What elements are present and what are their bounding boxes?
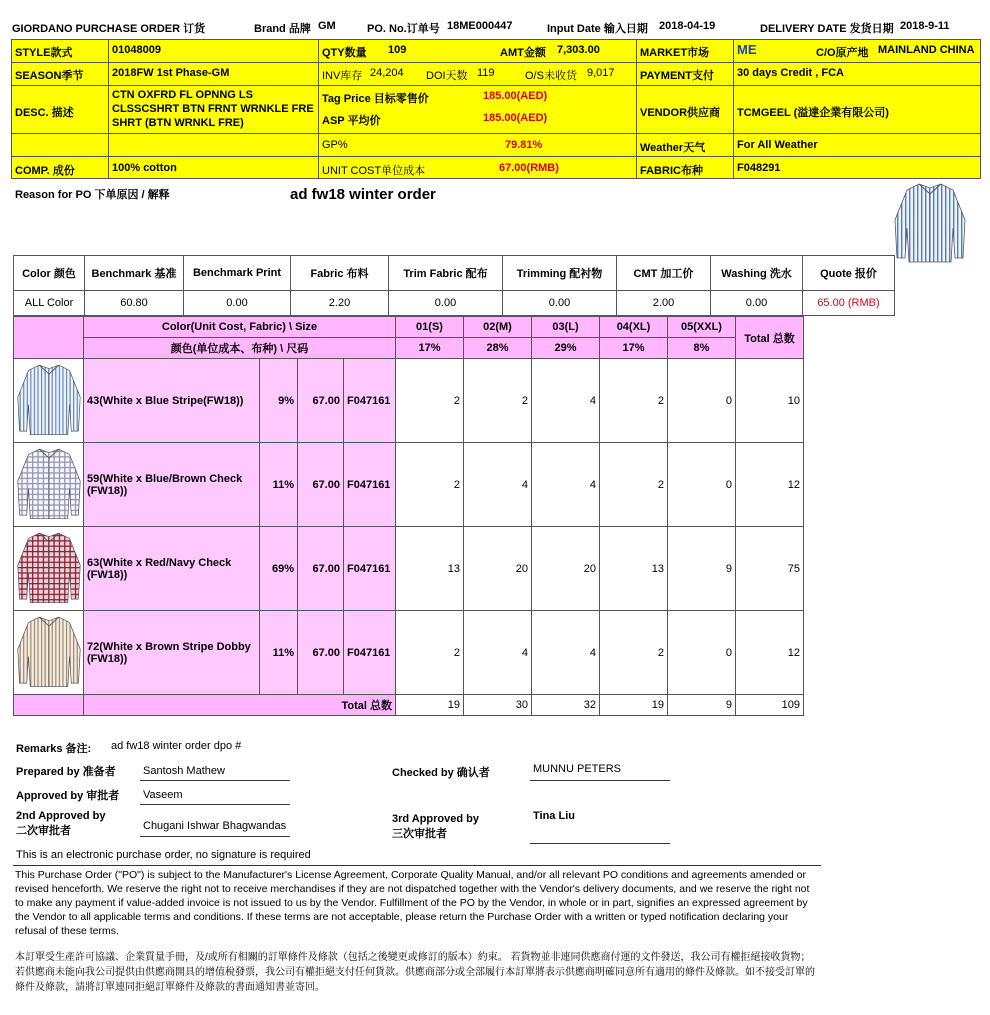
order-info-block <box>11 39 981 179</box>
prepared-value: Santosh Mathew <box>143 765 225 777</box>
row-total: 75 <box>736 527 804 611</box>
table-row <box>14 443 804 527</box>
desc-value: CTN OXFRD FL OPNNG LS CLSSCSHRT BTN FRNT WRNKLE FRE SHRT (BTN WRNKL FRE) <box>112 89 314 129</box>
legal-terms-cn: 本訂單受生產許可協議、企業質量手冊，及/或所有相關的訂單條件及條款（包括之後變更或修訂的版本）約束。 若貨物並非連同供應商付運的文件發送，我公司有權拒絕接收貨物；若供應商未能向我公司提供由供應商開具的增值稅發票，我公司有權拒絕支付任何貨款。供應商部分或全部履行本訂單將表示供應商明確同意所有適用的條件及條款。如不接受訂單的條件及條款，請將訂單連同拒絕訂單條件及條款的書面通知書並寄回。 <box>15 952 815 993</box>
weather-value: For All Weather <box>737 139 818 151</box>
inv-value: 24,204 <box>370 67 404 79</box>
third-approval-value: Tina Liu <box>533 810 575 822</box>
row-total: 12 <box>736 611 804 695</box>
table-row <box>14 527 804 611</box>
color-name: 43(White x Blue Stripe(FW18)) <box>84 359 260 443</box>
size-pct: 17% <box>600 338 668 359</box>
table-row <box>14 359 804 443</box>
asp-value: 185.00(AED) <box>483 112 548 124</box>
origin-label: C/O原产地 <box>816 47 869 59</box>
vendor-label: VENDOR供应商 <box>640 107 721 119</box>
size-qty: 2 <box>600 611 668 695</box>
size-qty: 9 <box>668 527 736 611</box>
second-approval-value: Chugani Ishwar Bhagwandas <box>143 820 287 832</box>
delivery-date: 2018-9-11 <box>900 20 950 32</box>
size-qty: 4 <box>532 443 600 527</box>
os-value: 9,017 <box>587 67 615 79</box>
size-title-en: Color(Unit Cost, Fabric) \ Size <box>84 317 396 338</box>
size-qty: 2 <box>396 611 464 695</box>
size-qty: 2 <box>396 359 464 443</box>
row-total: 12 <box>736 443 804 527</box>
color-fabric: F047161 <box>344 527 396 611</box>
doi-label: DOI天数 <box>426 70 468 82</box>
color-shirt-image <box>14 527 84 611</box>
payment-value: 30 days Credit , FCA <box>737 67 844 79</box>
po-header <box>12 20 977 36</box>
size-qty: 20 <box>532 527 600 611</box>
delivery-date-label: DELIVERY DATE 发货日期 <box>760 23 894 35</box>
color-unit-cost: 67.00 <box>298 443 344 527</box>
doi-value: 119 <box>477 67 495 79</box>
product-shirt-image <box>893 180 967 264</box>
color-shirt-image <box>14 443 84 527</box>
size-pct: 28% <box>464 338 532 359</box>
color-unit-cost: 67.00 <box>298 611 344 695</box>
reason-label: Reason for PO 下单原因 / 解释 <box>15 189 170 201</box>
input-date: 2018-04-19 <box>659 20 716 32</box>
color-fabric: F047161 <box>344 611 396 695</box>
size-qty: 20 <box>464 527 532 611</box>
tag-price-value: 185.00(AED) <box>483 90 548 102</box>
size-breakdown-table <box>13 316 804 716</box>
cost-value: 0.00 <box>503 291 617 316</box>
size-qty: 0 <box>668 611 736 695</box>
size-qty: 2 <box>396 443 464 527</box>
fabric-value: F048291 <box>737 162 781 174</box>
gp-value: 79.81% <box>505 139 543 151</box>
cost-header: Washing 洗水 <box>711 256 803 291</box>
size-label: 03(L) <box>532 317 600 338</box>
remarks-value: ad fw18 winter order dpo # <box>111 740 242 752</box>
size-total: 9 <box>668 695 736 716</box>
color-pct: 11% <box>260 611 298 695</box>
market-label: MARKET市场 <box>640 47 710 59</box>
company-title: GIORDANO PURCHASE ORDER 订货 <box>12 23 206 35</box>
market-value: ME <box>737 42 757 57</box>
vendor-value: TCMGEEL (溢達企業有限公司) <box>737 107 889 119</box>
cost-header: Benchmark Print <box>184 256 291 291</box>
size-total: 19 <box>600 695 668 716</box>
cost-header: Color 颜色 <box>14 256 85 291</box>
qty-value: 109 <box>388 44 407 56</box>
po-label: PO. No.订单号 <box>367 23 440 35</box>
size-label: 02(M) <box>464 317 532 338</box>
size-title-cn: 颜色(单位成本、布种) \ 尺码 <box>84 338 396 359</box>
approved-value: Vaseem <box>143 789 183 801</box>
unit-cost-value: 67.00(RMB) <box>499 162 559 174</box>
origin-value: MAINLAND CHINA <box>878 44 975 56</box>
tag-price-label: Tag Price 目标零售价 <box>322 93 429 105</box>
approved-label: Approved by 审批者 <box>16 790 120 802</box>
total-header: Total 总数 <box>736 317 804 359</box>
cost-value: 0.00 <box>184 291 291 316</box>
cost-value: 2.20 <box>291 291 389 316</box>
color-pct: 11% <box>260 443 298 527</box>
size-qty: 4 <box>464 611 532 695</box>
asp-label: ASP 平均价 <box>322 115 381 127</box>
legal-terms-en: This Purchase Order ("PO") is subject to the Manufacturer's License Agreement, Corporate Quality Manual, and/or all relevant PO conditions and agreements amended or revised henceforth. We reserve the right not to receive merchandises if they are not dispatched together with the Vendor's delivery documents, and we reserve the right not to make any payment if value-added invoice is not issued to us by the Vendor. Fulfillment of the PO by the Vendor, in whole or in part, signifies an expressed agreement by the Vendor to all applicable terms and conditions. If these terms are not acceptable, please return the Purchase Order with a written or typed notification declaring your refusal of these terms. <box>15 869 810 937</box>
cost-value: 0.00 <box>711 291 803 316</box>
second-approval-label: 2nd Approved by <box>16 810 106 822</box>
cost-header: Quote 报价 <box>803 256 895 291</box>
size-qty: 13 <box>396 527 464 611</box>
cost-value: 0.00 <box>389 291 503 316</box>
cost-header: Trim Fabric 配布 <box>389 256 503 291</box>
quote-value: 65.00 (RMB) <box>803 291 895 316</box>
size-qty: 0 <box>668 359 736 443</box>
size-label: 01(S) <box>396 317 464 338</box>
table-row <box>14 611 804 695</box>
brand-value: GM <box>318 20 336 32</box>
second-approval-label-cn: 二次审批者 <box>16 825 71 837</box>
cost-header: Fabric 布料 <box>291 256 389 291</box>
size-total: 19 <box>396 695 464 716</box>
size-pct: 29% <box>532 338 600 359</box>
remarks-label: Remarks 备注: <box>16 743 92 755</box>
season-value: 2018FW 1st Phase-GM <box>112 67 230 79</box>
size-qty: 2 <box>600 359 668 443</box>
size-qty: 13 <box>600 527 668 611</box>
comp-label: COMP. 成份 <box>15 165 75 177</box>
size-qty: 0 <box>668 443 736 527</box>
gp-label: GP% <box>322 139 348 151</box>
cost-header: Trimming 配衬物 <box>503 256 617 291</box>
color-unit-cost: 67.00 <box>298 359 344 443</box>
os-label: O/S未收货 <box>525 70 577 82</box>
desc-label: DESC. 描述 <box>15 107 74 119</box>
color-shirt-image <box>14 611 84 695</box>
color-name: 63(White x Red/Navy Check (FW18)) <box>84 527 260 611</box>
size-qty: 4 <box>532 611 600 695</box>
style-value: 01048009 <box>112 44 161 56</box>
size-qty: 4 <box>464 443 532 527</box>
size-qty: 4 <box>532 359 600 443</box>
season-label: SEASON季节 <box>15 70 84 82</box>
third-approval-label: 3rd Approved by <box>392 813 479 825</box>
color-pct: 69% <box>260 527 298 611</box>
size-pct: 8% <box>668 338 736 359</box>
electronic-notice: This is an electronic purchase order, no signature is required <box>16 849 311 861</box>
reason-value: ad fw18 winter order <box>290 186 436 203</box>
input-date-label: Input Date 输入日期 <box>547 23 648 35</box>
checked-label: Checked by 确认者 <box>392 767 490 779</box>
totals-label: Total 总数 <box>84 695 396 716</box>
size-qty: 2 <box>464 359 532 443</box>
cost-header: Benchmark 基准 <box>85 256 184 291</box>
comp-value: 100% cotton <box>112 162 177 174</box>
cost-breakdown-table <box>13 255 895 316</box>
cost-value: 2.00 <box>617 291 711 316</box>
cost-header: CMT 加工价 <box>617 256 711 291</box>
qty-label: QTY数量 <box>322 47 367 59</box>
inv-label: INV库存 <box>322 70 363 82</box>
unit-cost-label: UNIT COST单位成本 <box>322 165 426 177</box>
fabric-label: FABRIC布种 <box>640 165 703 177</box>
cost-value: 60.80 <box>85 291 184 316</box>
color-unit-cost: 67.00 <box>298 527 344 611</box>
size-pct: 17% <box>396 338 464 359</box>
po-number: 18ME000447 <box>447 20 513 32</box>
size-qty: 2 <box>600 443 668 527</box>
weather-label: Weather天气 <box>640 142 706 154</box>
color-shirt-image <box>14 359 84 443</box>
color-fabric: F047161 <box>344 359 396 443</box>
size-label: 05(XXL) <box>668 317 736 338</box>
color-fabric: F047161 <box>344 443 396 527</box>
amt-value: 7,303.00 <box>557 44 600 56</box>
size-total: 30 <box>464 695 532 716</box>
prepared-label: Prepared by 准备者 <box>16 766 116 778</box>
checked-value: MUNNU PETERS <box>533 763 622 775</box>
size-total: 32 <box>532 695 600 716</box>
brand-label: Brand 品牌 <box>254 23 311 35</box>
payment-label: PAYMENT支付 <box>640 70 714 82</box>
cost-value: ALL Color <box>14 291 85 316</box>
row-total: 10 <box>736 359 804 443</box>
color-pct: 9% <box>260 359 298 443</box>
third-approval-label-cn: 三次审批者 <box>392 828 447 840</box>
color-name: 72(White x Brown Stripe Dobby (FW18)) <box>84 611 260 695</box>
amt-label: AMT金额 <box>500 47 546 59</box>
color-name: 59(White x Blue/Brown Check (FW18)) <box>84 443 260 527</box>
size-label: 04(XL) <box>600 317 668 338</box>
grand-total: 109 <box>736 695 804 716</box>
style-label: STYLE款式 <box>15 47 73 59</box>
